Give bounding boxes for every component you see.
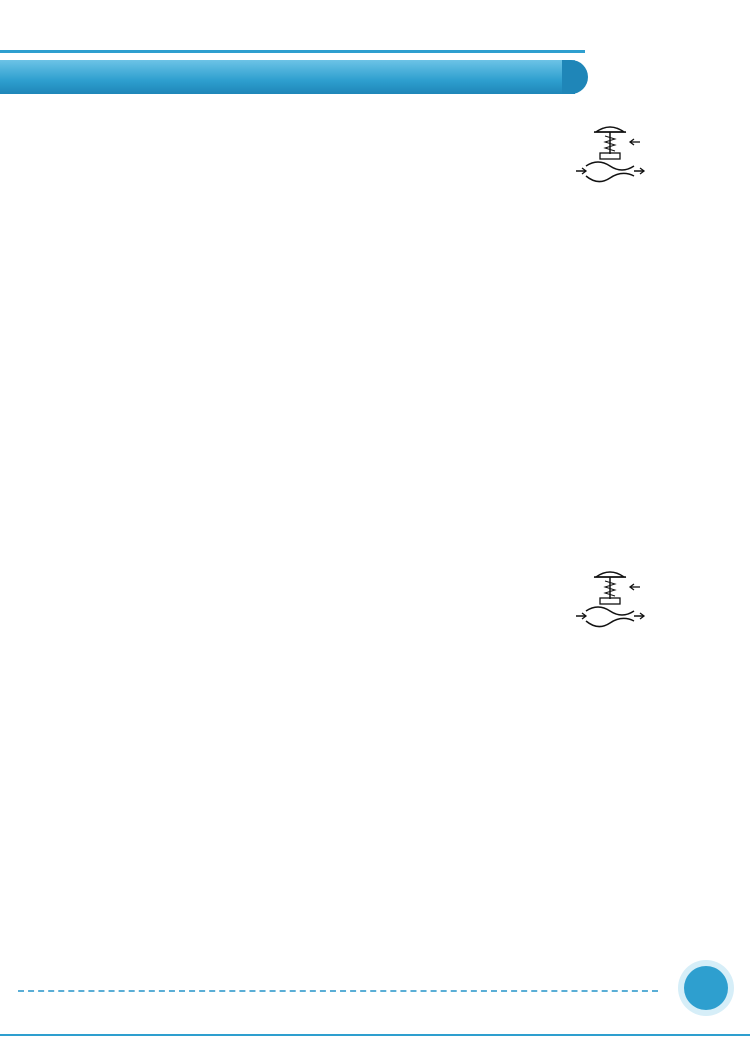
footer-bottom-rule (0, 1034, 750, 1036)
header-band-cap (562, 60, 588, 94)
valve-diagram-icon (574, 120, 646, 190)
footer-dashed-rule (18, 990, 658, 992)
table-air-to-close (62, 627, 676, 629)
header-top-rule (0, 50, 585, 53)
page-number (684, 966, 728, 1010)
table-air-to-open (62, 196, 676, 198)
header-band (0, 60, 575, 94)
valve-diagram-icon (574, 565, 646, 635)
